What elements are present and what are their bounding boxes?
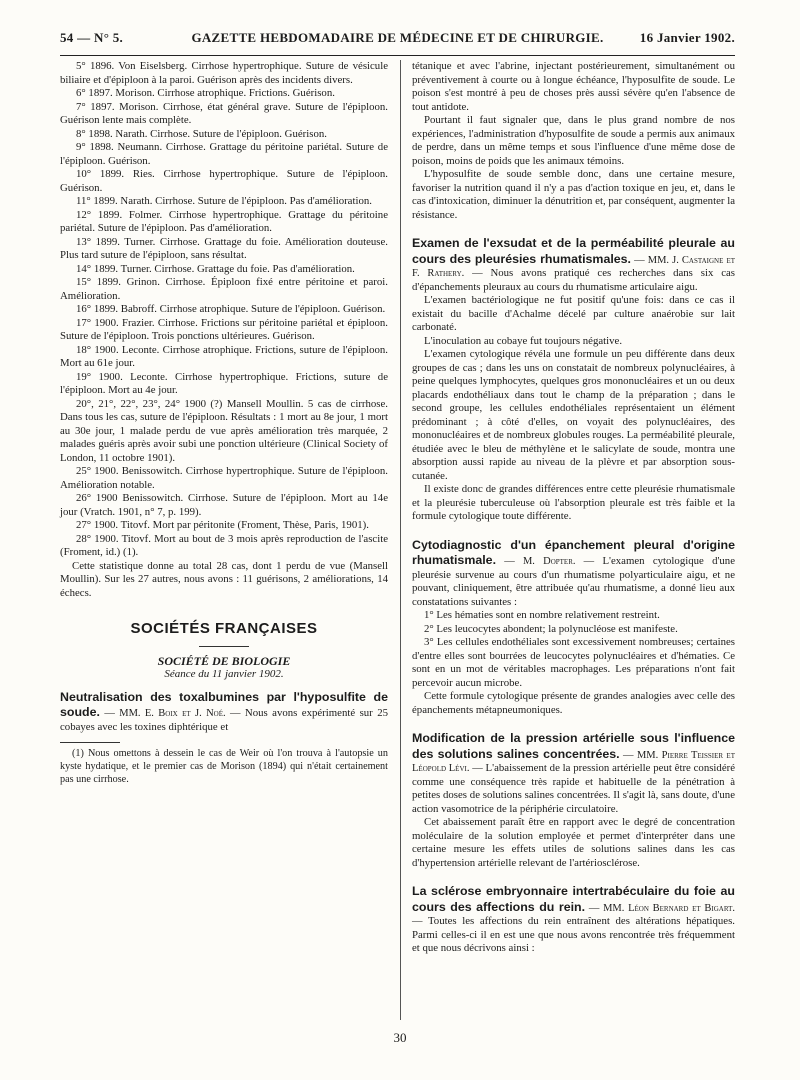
footnote-rule: [60, 742, 120, 743]
case-entry: 9° 1898. Neumann. Cirrhose. Grattage du péritoine pariétal. Suture de l'épiploon. Guérison.: [60, 141, 388, 167]
case-entry: 11° 1899. Narath. Cirrhose. Suture de l'épiploon. Pas d'amélioration.: [76, 195, 372, 207]
article-text: Nous avons expérimenté sur 25 cobayes avec les toxines diphtérique et: [60, 707, 388, 733]
session-date: Séance du 11 janvier 1902.: [164, 668, 284, 680]
footnote: (1) Nous omettons à dessein le cas de Weir où l'on trouva à l'autopsie un kyste hydatique, et le premier cas de Morison (1894) qui n'était certainement pas une cirrhose.: [60, 748, 388, 785]
paragraph: Cet abaissement paraît être en rapport avec le degré de concentration moléculaire de la solution employée et permet d'interpréter dans une certaine mesure les effets utiles de solutions salines dans les cas d'hypertension artérielle relevant de l'artériosclérose.: [412, 816, 735, 869]
case-entry: 18° 1900. Leconte. Cirrhose atrophique. Frictions, suture de l'épiploon. Mort au 61e jour.: [60, 343, 388, 369]
article-block: [412, 236, 735, 524]
left-column: [60, 60, 388, 786]
paragraph: L'examen cytologique révéla une formule un peu différente dans deux groupes de cas ; dans les uns on constatait de nombreux polynucléaires, à peine quelques lymphocytes, quelques gros mononucléaires et un ou deux placards endothéliaux dans tout le champ de la préparation ; dans le second groupe, les cellules endothéliales représentaient un élément prédominant ; à côté d'elles, on voyait des polynucléaires, des mononucléaires et de nombreux globules rouges. La perméabilité pleurale, étudiée avec le bleu de méthylène et le salicylate de soude, montra une absorption aussi rapide au niveau de la plèvre et par absorption sous-cutanée.: [412, 348, 735, 482]
header-issue: 54 — N° 5.: [60, 30, 124, 45]
article-title: Examen de l'exsudat et de la perméabilité pleurale au cours des pleurésies rhumatismales.: [412, 236, 735, 266]
column-divider: [400, 60, 401, 1020]
case-list: [60, 60, 388, 560]
case-entry: 26° 1900 Benissowitch. Cirrhose. Suture de l'épiploon. Mort au 14e jour (Vratch. 1901, n° 7, p. 199).: [60, 492, 388, 518]
case-entry: 27° 1900. Titovf. Mort par péritonite (Froment, Thèse, Paris, 1901).: [76, 519, 369, 531]
paragraph: L'inoculation au cobaye fut toujours négative.: [424, 334, 623, 347]
article-authors: — M. Dopter. —: [504, 556, 595, 567]
paragraph: 1° Les hématies sont en nombre relativement restreint.: [424, 609, 660, 621]
page-number: 30: [393, 1030, 407, 1045]
paragraph: L'examen bactériologique ne fut positif qu'une fois: dans ce cas il existait du bacille d'Achalme décelé par culture anaérobie sur lait carbonaté.: [412, 294, 735, 333]
article-authors: — MM. Pierre Teissier et Léopold Lévi. —: [412, 749, 735, 774]
paragraph: tétanique et avec l'abrine, injectant postérieurement, simultanément ou préventivement à courte ou à longue échéance, l'hyposulfite de soude. Le poison s'est montré à peu de choses près aussi sévère qu'en l'absence de tout antidote.: [412, 60, 735, 113]
article-authors: — MM. J. Castaigne et F. Rathery. —: [412, 254, 736, 279]
statistics-summary: Cette statistique donne au total 28 cas, dont 1 perdu de vue (Mansell Moullin). Sur les 27 autres, nous avons : 11 guérisons, 2 améliorations, 14 échecs.: [60, 559, 388, 599]
case-entry: 13° 1899. Turner. Cirrhose. Grattage du foie. Amélioration douteuse. Plus tard suture de l'épiploon, sans résultat.: [60, 235, 388, 261]
paragraph: Nous avons pratiqué ces recherches dans six cas d'épanchements pleuraux au cours du rhumatisme articulaire aigu.: [412, 267, 736, 293]
article-title: Cytodiagnostic d'un épanchement pleural d'origine rhumatismale.: [412, 537, 735, 567]
case-entry: 5° 1896. Von Eiselsberg. Cirrhose hypertrophique. Suture de vésicule biliaire et d'épiploon à la paroi. Guérison après des incidents divers.: [60, 60, 388, 86]
article-title: La sclérose embryonnaire intertrabéculaire du foie au cours des affections du rein.: [412, 884, 735, 914]
article-block: [60, 690, 388, 735]
case-entry: 19° 1900. Leconte. Cirrhose hypertrophique. Frictions, suture de l'épiploon. Mort au 4e jour.: [60, 370, 388, 396]
section-rule: [199, 646, 249, 647]
paragraph: L'examen cytologique d'une pleurésie survenue au cours d'un rhumatisme polyarticulaire aigu, et ne pouvant, cliniquement, être attribuée qu'au rhumatisme, a donné lieu aux constatations suivantes :: [412, 555, 735, 608]
case-entry: 20°, 21°, 22°, 23°, 24° 1900 (?) Mansell Moullin. 5 cas de cirrhose. Dans tous les cas, suture de l'épiploon. Résultats : 1 mort au 8e jour, 1 mort au 30e jour, 1 malade perdu de vue après amélioration très marquée, 2 malades guéris après avoir subi une ponction ultérieure (Clinical Society of London, 11 octobre 1901).: [60, 397, 388, 464]
case-entry: 10° 1899. Ries. Cirrhose hypertrophique. Suture de l'épiploon. Guérison.: [60, 168, 388, 194]
article-authors: — MM. E. Boix et J. Noé. —: [104, 708, 241, 719]
header-date: 16 Janvier 1902.: [639, 30, 735, 45]
paragraph: Pourtant il faut signaler que, dans le plus grand nombre de nos expériences, l'administration d'hyposulfite de soude a permis aux animaux de perdre, dans un même temps et sous l'influence d'une même dose de poison, moins de poids que les animaux témoins.: [412, 114, 735, 167]
case-entry: 8° 1898. Narath. Cirrhose. Suture de l'épiploon. Guérison.: [76, 127, 327, 140]
article-block: [412, 884, 735, 956]
case-entry: 12° 1899. Folmer. Cirrhose hypertrophique. Grattage du péritoine pariétal. Suture de l'épiploon. Pas d'amélioration.: [60, 208, 388, 234]
right-column: [412, 60, 735, 970]
article-continuation: [412, 60, 735, 222]
society-title: SOCIÉTÉ DE BIOLOGIE: [157, 653, 291, 668]
article-block: [412, 538, 735, 718]
case-entry: 28° 1900. Titovf. Mort au bout de 3 mois après reproduction de l'ascite (Froment, id.) (1).: [60, 532, 388, 558]
paragraph: Toutes les affections du rein entraînent des altérations hépatiques. Parmi celles-ci il en est une que nous avons rencontrée très fréquemment et que nous décrivons ainsi :: [412, 915, 735, 954]
case-entry: 25° 1900. Benissowitch. Cirrhose hypertrophique. Suture de l'épiploon. Amélioration notable.: [60, 465, 388, 491]
paragraph: 3° Les cellules endothéliales sont excessivement nombreuses; certaines d'entre elles sont bourrées de leucocytes polynucléaires et d'hématies. Ce sont en un mot de véritables macrophages. Les préparations n'ont fait percevoir aucun microbe.: [412, 636, 735, 689]
paragraph: L'hyposulfite de soude semble donc, dans une certaine mesure, favoriser la nutrition quand il n'y a pas d'action toxique en jeu, et, dans le cas d'intoxication, diminuer la dénutrition et, par conséquent, augmenter la résistance.: [412, 168, 735, 221]
case-entry: 6° 1897. Morison. Cirrhose atrophique. Frictions. Guérison.: [76, 87, 335, 99]
paragraph: Cette formule cytologique présente de grandes analogies avec celle des épanchements métapneumoniques.: [412, 690, 735, 716]
paragraph: L'abaissement de la pression artérielle peut être considéré comme une conséquence très rapide et habituelle de la pénétration à petites doses de solutions salines concentrées. Il s'agit là, sans doute, d'une action vasomotrice de la périphérie circulatoire.: [412, 762, 736, 815]
header-title: GAZETTE HEBDOMADAIRE DE MÉDECINE ET DE CHIRURGIE.: [191, 30, 604, 45]
article-block: [412, 731, 735, 870]
case-entry: 16° 1899. Babroff. Cirrhose atrophique. Suture de l'épiploon. Guérison.: [76, 303, 386, 315]
section-title: SOCIÉTÉS FRANÇAISES: [130, 620, 318, 637]
article-title: Neutralisation des toxalbumines par l'hyposulfite de soude.: [60, 689, 388, 719]
header-rule: [60, 55, 735, 56]
paragraph: 2° Les leucocytes abondent; la polynucléose est manifeste.: [424, 622, 678, 635]
article-authors: — MM. Léon Bernard et Bigart. —: [412, 902, 735, 927]
paragraph: Il existe donc de grandes différences entre cette pleurésie rhumatismale et la pleurésie tuberculeuse où l'absorption pleurale est très faible et la formule cytologique toute différente.: [412, 483, 735, 522]
article-title: Modification de la pression artérielle sous l'influence des solutions salines concentrées.: [412, 731, 735, 761]
case-entry: 7° 1897. Morison. Cirrhose, état général grave. Suture de l'épiploon. Guérison lente mais complète.: [60, 100, 388, 126]
case-entry: 15° 1899. Grinon. Cirrhose. Épiploon fixé entre péritoine et paroi. Amélioration.: [60, 276, 388, 302]
running-header: [60, 30, 735, 52]
case-entry: 17° 1900. Frazier. Cirrhose. Frictions sur péritoine pariétal et épiploon. Suture de l'épiploon. Trois ponctions ultérieures. Guérison.: [60, 316, 388, 342]
case-entry: 14° 1899. Turner. Cirrhose. Grattage du foie. Pas d'amélioration.: [76, 262, 355, 275]
